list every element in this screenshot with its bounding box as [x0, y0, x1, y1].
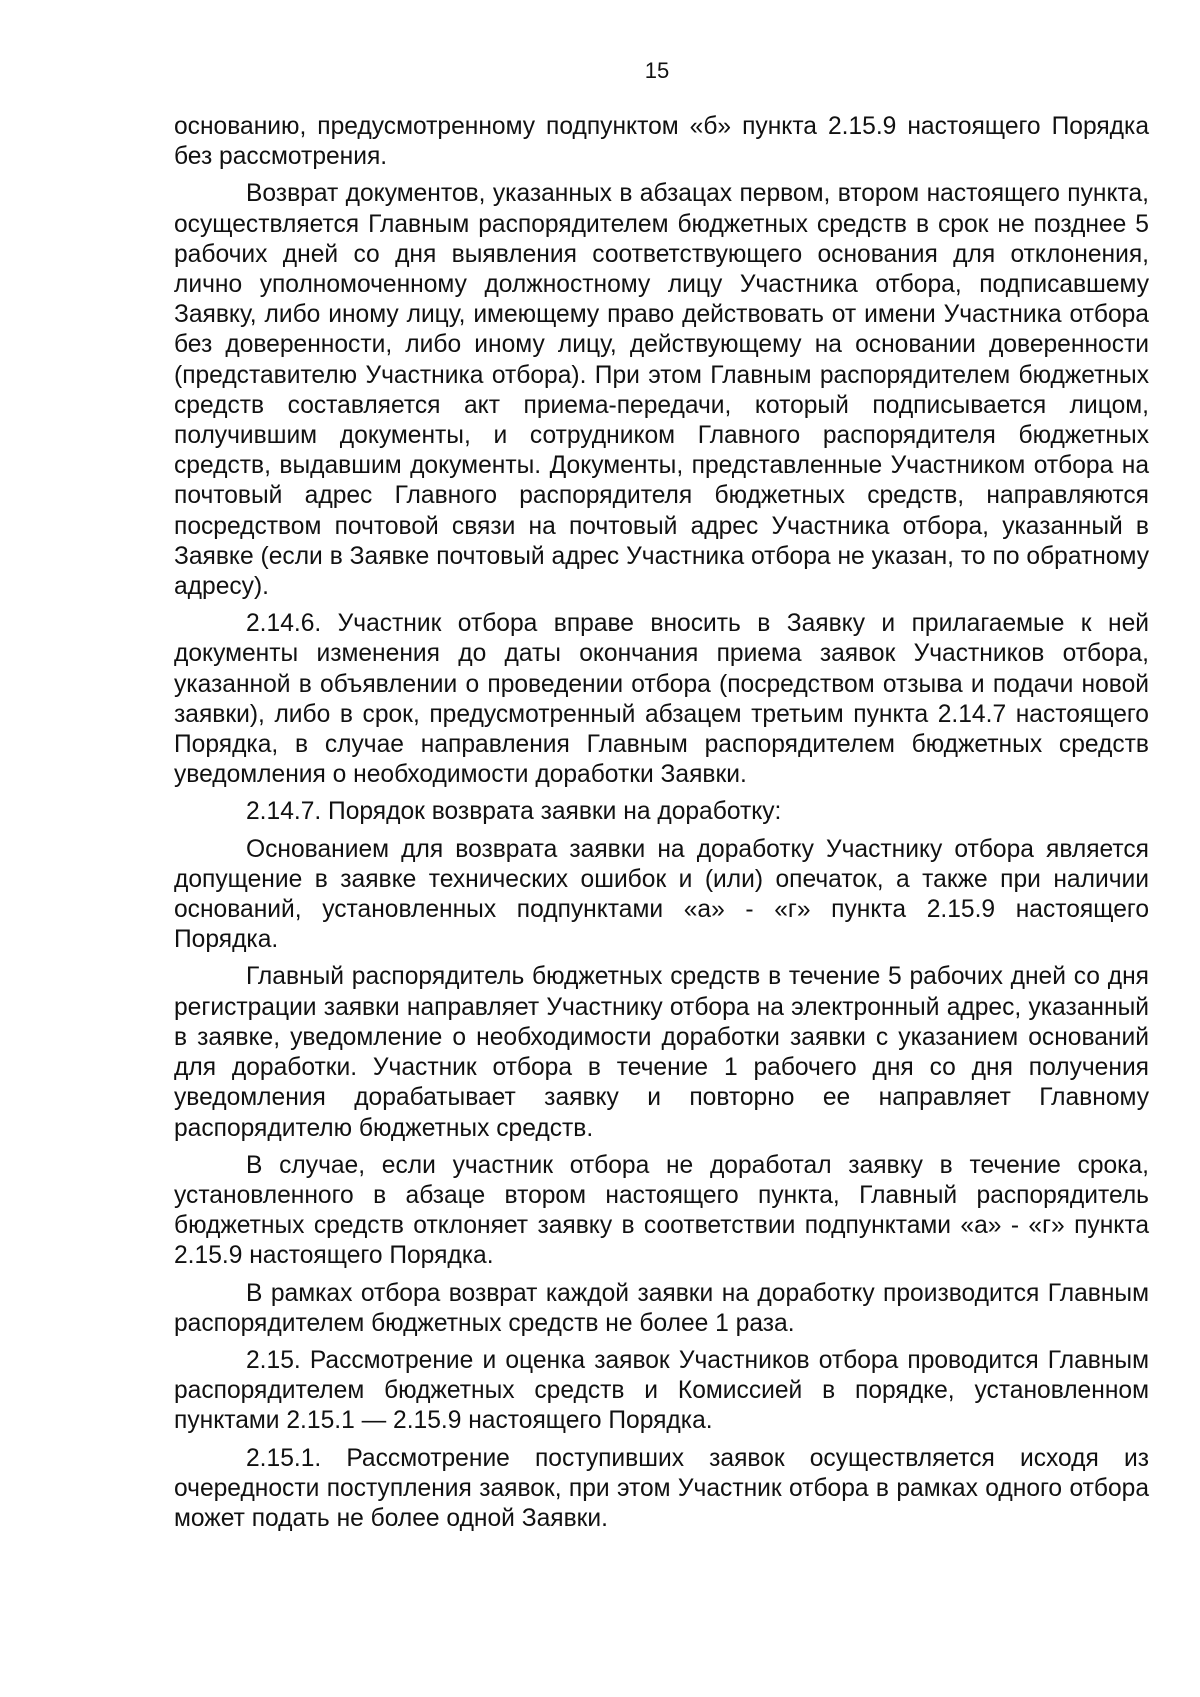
paragraph: 2.14.6. Участник отбора вправе вносить в Заявку и прилагаемые к ней документы изменения до даты окончания приема заявок Участников отбора, указанной в объявлении о проведении отбора (посредством отзыва и подачи новой заявки), либо в срок, предусмотренный абзацем третьим пункта 2.14.7 настоящего Порядка, в случае направления Главным распорядителем бюджетных средств уведомления о необходимости доработки Заявки.: [174, 610, 1149, 789]
page-number: 15: [644, 58, 670, 83]
paragraph: 2.15. Рассмотрение и оценка заявок Участников отбора проводится Главным распорядителем бюджетных средств и Комиссией в порядке, установленном пунктами 2.15.1 — 2.15.9 настоящего Порядка.: [174, 1346, 1149, 1435]
paragraph: 2.15.1. Рассмотрение поступивших заявок осуществляется исходя из очередности поступления заявок, при этом Участник отбора в рамках одного отбора может подать не более одной Заявки.: [174, 1444, 1149, 1532]
paragraph: 2.14.7. Порядок возврата заявки на доработку:: [246, 798, 782, 826]
paragraph: Возврат документов, указанных в абзацах первом, втором настоящего пункта, осуществляется Главным распорядителем бюджетных средств в срок не позднее 5 рабочих дней со дня выявления соответствующего основания для отклонения, лично уполномоченному должностному лицу Участника отбора, подписавшему Заявку, либо иному лицу, имеющему право действовать от имени Участника отбора без доверенности, либо иному лицу, действующему на основании доверенности (представителю Участника отбора). При этом Главным распорядителем бюджетных средств составляется акт приема-передачи, который подписывается лицом, получившим документы, и сотрудником Главного распорядителя бюджетных средств, выдавшим документы. Документы, представленные Участником отбора на почтовый адрес Главного распорядителя бюджетных средств, направляются посредством почтовой связи на почтовый адрес Участника отбора, указанный в Заявке (если в Заявке почтовый адрес Участника отбора не указан, то по обратному адресу).: [174, 180, 1149, 601]
paragraph: Главный распорядитель бюджетных средств в течение 5 рабочих дней со дня регистрации заявки направляет Участнику отбора на электронный адрес, указанный в заявке, уведомление о необходимости доработки заявки с указанием оснований для доработки. Участник отбора в течение 1 рабочего дня со дня получения уведомления дорабатывает заявку и повторно ее направляет Главному распорядителю бюджетных средств.: [174, 963, 1149, 1142]
paragraph: основанию, предусмотренному подпунктом «б» пункта 2.15.9 настоящего Порядка без рассмотрения.: [174, 113, 1149, 171]
document-body: [174, 112, 1149, 1541]
paragraph: В случае, если участник отбора не доработал заявку в течение срока, установленного в абзаце втором настоящего пункта, Главный распорядитель бюджетных средств отклоняет заявку в соответствии подпунктами «а» - «г» пункта 2.15.9 настоящего Порядка.: [174, 1151, 1149, 1270]
paragraph: Основанием для возврата заявки на доработку Участнику отбора является допущение в заявке технических ошибок и (или) опечаток, а также при наличии оснований, установленных подпунктами «а» - «г» пункта 2.15.9 настоящего Порядка.: [174, 835, 1149, 954]
paragraph: В рамках отбора возврат каждой заявки на доработку производится Главным распорядителем бюджетных средств не более 1 раза.: [174, 1279, 1149, 1337]
